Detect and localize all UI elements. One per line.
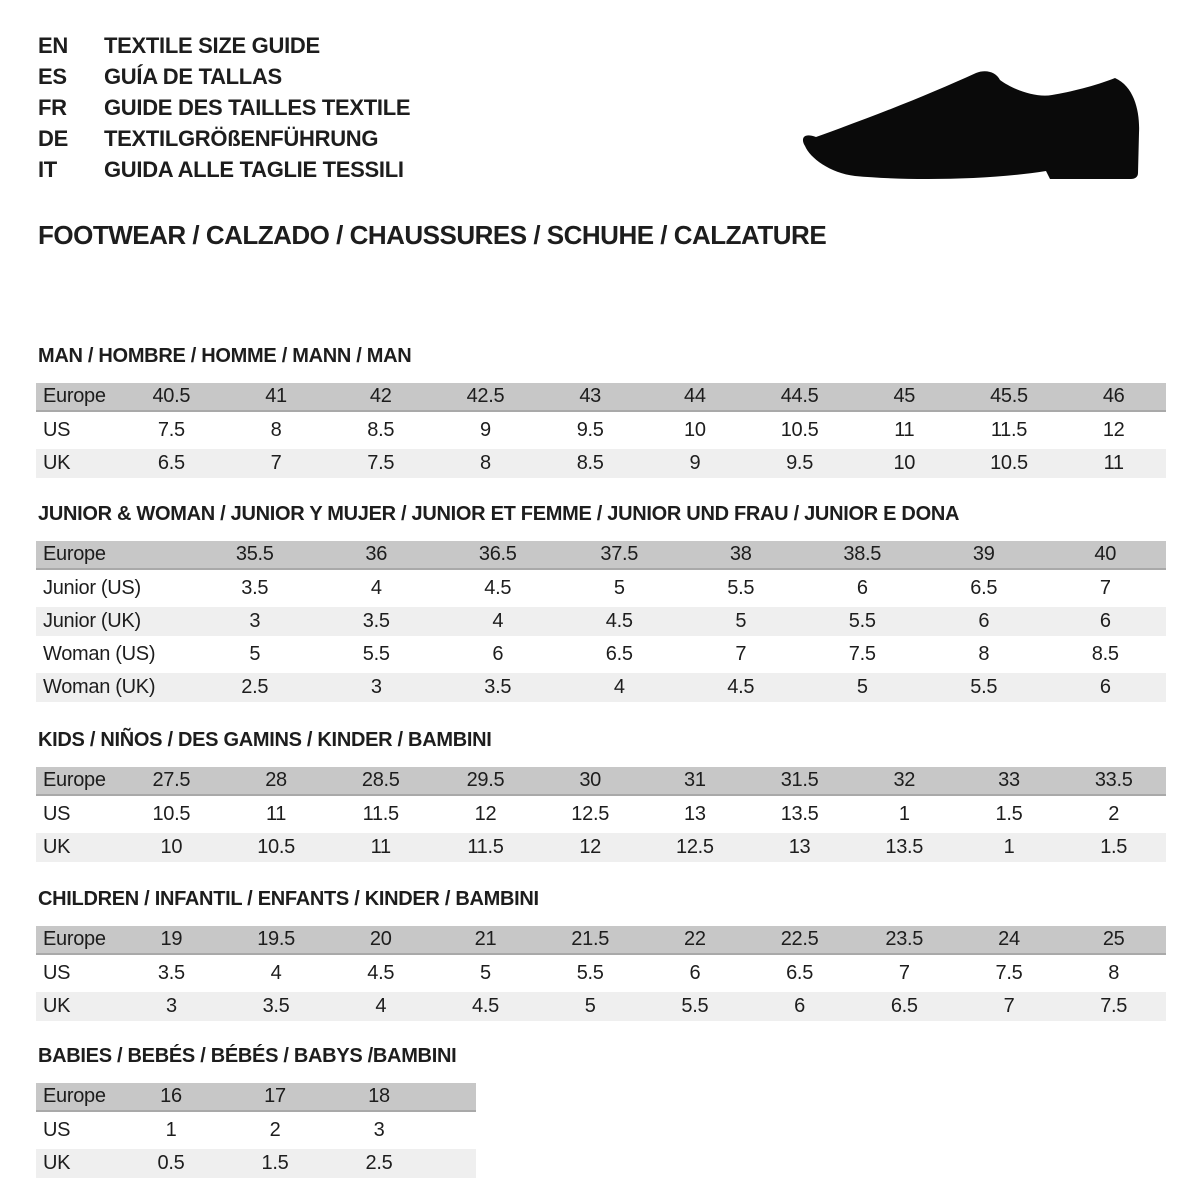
size-value: 41 — [265, 385, 287, 407]
language-title: GUÍA DE TALLAS — [104, 64, 282, 89]
size-value: 13.5 — [780, 803, 819, 825]
size-value: 12.5 — [676, 836, 714, 858]
size-value: 6.5 — [890, 995, 918, 1017]
size-value: 6 — [1099, 676, 1111, 698]
size-value: 28.5 — [361, 769, 400, 791]
size-value: 29.5 — [466, 769, 505, 791]
size-value: 3.5 — [262, 995, 290, 1017]
size-value: 45.5 — [990, 385, 1028, 407]
size-value: 2.5 — [241, 676, 269, 698]
row-label: Europe — [43, 928, 106, 950]
size-value: 36.5 — [478, 543, 517, 565]
section-title: MAN / HOMBRE / HOMME / MANN / MAN — [38, 345, 412, 367]
table-row — [36, 541, 1166, 570]
row-label: Europe — [43, 769, 106, 791]
row-label: US — [43, 803, 71, 825]
size-table — [36, 1083, 476, 1178]
size-value: 45 — [893, 385, 916, 407]
size-value: 8 — [1108, 962, 1120, 984]
size-value: 5.5 — [362, 643, 390, 665]
size-value: 5.5 — [727, 577, 755, 599]
size-value: 9 — [480, 419, 491, 441]
size-value: 18 — [368, 1085, 390, 1107]
section-children — [36, 887, 1166, 1025]
size-value: 11 — [894, 419, 915, 441]
size-value: 2 — [1108, 803, 1120, 825]
size-value: 5.5 — [970, 676, 998, 698]
section-title: JUNIOR & WOMAN / JUNIOR Y MUJER / JUNIOR ET FEMME / JUNIOR UND FRAU / JUNIOR E DONA — [38, 503, 960, 525]
size-table — [36, 541, 1166, 702]
size-value: 13 — [684, 803, 706, 825]
size-value: 11 — [370, 836, 391, 858]
size-value: 4 — [492, 610, 504, 632]
table-row — [36, 383, 1166, 412]
size-value: 6 — [492, 643, 504, 665]
row-label: Europe — [43, 1085, 106, 1107]
size-value: 3.5 — [157, 962, 185, 984]
size-value: 7.5 — [367, 452, 395, 474]
size-value: 16 — [160, 1085, 182, 1107]
size-value: 44 — [684, 385, 706, 407]
size-value: 3.5 — [241, 577, 269, 599]
size-value: 46 — [1102, 385, 1125, 407]
size-value: 13 — [788, 836, 811, 858]
size-value: 5.5 — [681, 995, 709, 1017]
size-value: 27.5 — [152, 769, 191, 791]
size-value: 4.5 — [367, 962, 395, 984]
table-row — [36, 833, 1166, 862]
size-value: 11.5 — [362, 803, 399, 825]
size-value: 6.5 — [605, 643, 633, 665]
size-value: 33 — [998, 769, 1020, 791]
size-value: 5 — [735, 610, 747, 632]
table-row — [36, 926, 1166, 955]
language-header — [38, 30, 410, 185]
section-babies — [36, 1044, 476, 1182]
table-row — [36, 992, 1166, 1021]
size-value: 7.5 — [1100, 995, 1128, 1017]
size-value: 1 — [1003, 836, 1015, 858]
size-value: 1 — [165, 1119, 177, 1141]
size-value: 7 — [735, 643, 747, 665]
size-value: 44.5 — [780, 385, 819, 407]
size-value: 22 — [684, 928, 706, 950]
size-value: 31.5 — [780, 769, 819, 791]
size-value: 6.5 — [786, 962, 814, 984]
size-value: 19.5 — [257, 928, 295, 950]
size-value: 4 — [270, 962, 282, 984]
language-row — [38, 123, 410, 154]
size-value: 2.5 — [365, 1152, 393, 1174]
size-table — [36, 383, 1166, 478]
size-value: 20 — [369, 928, 392, 950]
size-value: 37.5 — [600, 543, 639, 565]
row-label: UK — [43, 995, 71, 1017]
size-value: 10.5 — [780, 419, 819, 441]
size-value: 30 — [579, 769, 601, 791]
section-title: CHILDREN / INFANTIL / ENFANTS / KINDER / BAMBINI — [38, 888, 539, 910]
size-value: 7.5 — [995, 962, 1023, 984]
row-label: UK — [43, 836, 71, 858]
table-row — [36, 767, 1166, 796]
row-label: Junior (UK) — [43, 610, 141, 632]
size-value: 12 — [579, 836, 601, 858]
table-row — [36, 1083, 476, 1112]
row-label: US — [43, 1119, 71, 1141]
size-value: 5.5 — [848, 610, 876, 632]
row-label: Europe — [43, 543, 106, 565]
size-value: 23.5 — [885, 928, 924, 950]
size-value: 3 — [249, 610, 261, 632]
size-value: 38 — [729, 543, 752, 565]
row-label: Junior (US) — [43, 577, 141, 599]
size-value: 4.5 — [484, 577, 512, 599]
row-label: Europe — [43, 385, 106, 407]
table-row — [36, 673, 1166, 702]
size-value: 10 — [893, 452, 916, 474]
size-value: 42 — [369, 385, 392, 407]
size-value: 6 — [978, 610, 990, 632]
size-table — [36, 767, 1166, 862]
size-value: 6 — [856, 577, 868, 599]
size-value: 40 — [1094, 543, 1117, 565]
size-value: 3.5 — [362, 610, 390, 632]
language-code: IT — [38, 157, 57, 182]
table-row — [36, 607, 1166, 636]
language-row — [38, 61, 410, 92]
size-value: 3 — [165, 995, 177, 1017]
size-value: 5 — [856, 676, 868, 698]
size-value: 3 — [370, 676, 382, 698]
size-value: 21 — [474, 928, 497, 950]
row-label: US — [43, 419, 71, 441]
size-value: 9.5 — [576, 419, 604, 441]
table-row — [36, 1116, 476, 1145]
size-value: 22.5 — [780, 928, 819, 950]
size-value: 33.5 — [1094, 769, 1133, 791]
size-value: 5.5 — [576, 962, 604, 984]
table-row — [36, 574, 1166, 603]
size-value: 11.5 — [990, 419, 1028, 441]
language-row — [38, 30, 410, 61]
size-value: 35.5 — [235, 543, 274, 565]
size-value: 4 — [370, 577, 382, 599]
size-value: 17 — [264, 1085, 286, 1107]
size-value: 4.5 — [472, 995, 499, 1017]
size-table — [36, 926, 1166, 1021]
size-value: 4 — [613, 676, 625, 698]
size-value: 2 — [269, 1119, 281, 1141]
language-code: EN — [38, 33, 68, 58]
size-value: 10 — [160, 836, 183, 858]
size-value: 39 — [972, 543, 995, 565]
size-value: 3 — [373, 1119, 385, 1141]
size-value: 10.5 — [990, 452, 1028, 474]
language-title: GUIDE DES TAILLES TEXTILE — [104, 95, 411, 120]
size-value: 11 — [265, 803, 287, 825]
language-code: FR — [38, 95, 67, 120]
section-title: BABIES / BEBÉS / BÉBÉS / BABYS /BAMBINI — [38, 1045, 457, 1067]
table-row — [36, 800, 1166, 829]
size-value: 8.5 — [367, 419, 395, 441]
shoe-icon — [800, 58, 1140, 188]
size-value: 0.5 — [157, 1152, 185, 1174]
size-value: 36 — [365, 543, 388, 565]
size-value: 5 — [584, 995, 596, 1017]
size-value: 19 — [160, 928, 183, 950]
size-value: 8 — [270, 419, 282, 441]
size-value: 7 — [1099, 577, 1111, 599]
language-title: GUIDA ALLE TAGLIE TESSILI — [104, 157, 404, 182]
size-value: 6.5 — [157, 452, 185, 474]
size-value: 25 — [1102, 928, 1125, 950]
size-value: 7 — [270, 452, 282, 474]
size-value: 24 — [998, 928, 1020, 950]
size-value: 10 — [684, 419, 706, 441]
size-value: 40.5 — [152, 385, 191, 407]
size-value: 3.5 — [484, 676, 512, 698]
row-label: Woman (UK) — [43, 676, 156, 698]
size-value: 13.5 — [885, 836, 924, 858]
size-value: 5 — [613, 577, 625, 599]
language-title: TEXTILGRÖßENFÜHRUNG — [104, 126, 379, 151]
size-value: 1 — [898, 803, 910, 825]
size-value: 32 — [893, 769, 916, 791]
size-value: 7 — [898, 962, 910, 984]
row-label: US — [43, 962, 71, 984]
section-title: KIDS / NIÑOS / DES GAMINS / KINDER / BAMBINI — [38, 729, 492, 751]
table-row — [36, 449, 1166, 478]
size-value: 9 — [689, 452, 701, 474]
size-value: 4.5 — [605, 610, 633, 632]
section-kids — [36, 728, 1166, 866]
size-value: 7.5 — [848, 643, 876, 665]
category-heading: FOOTWEAR / CALZADO / CHAUSSURES / SCHUHE / CALZATURE — [38, 220, 827, 250]
size-value: 7.5 — [157, 419, 185, 441]
section-junior-woman — [36, 502, 1166, 706]
size-value: 1.5 — [1100, 836, 1128, 858]
size-value: 31 — [684, 769, 706, 791]
size-value: 43 — [579, 385, 601, 407]
size-value: 4.5 — [727, 676, 755, 698]
row-label: Woman (US) — [43, 643, 156, 665]
size-value: 11.5 — [467, 836, 504, 858]
size-value: 8 — [480, 452, 491, 474]
size-value: 1.5 — [261, 1152, 289, 1174]
table-row — [36, 1149, 476, 1178]
table-row — [36, 640, 1166, 669]
size-value: 42.5 — [466, 385, 505, 407]
size-value: 6.5 — [970, 577, 998, 599]
size-value: 7 — [1003, 995, 1015, 1017]
size-value: 28 — [265, 769, 287, 791]
table-row — [36, 416, 1166, 445]
size-value: 6 — [689, 962, 701, 984]
size-value: 11 — [1103, 452, 1124, 474]
row-label: UK — [43, 452, 71, 474]
size-value: 12.5 — [571, 803, 610, 825]
language-row — [38, 92, 410, 123]
size-value: 12 — [1102, 419, 1125, 441]
size-value: 6 — [794, 995, 805, 1017]
size-value: 38.5 — [843, 543, 882, 565]
size-value: 10.5 — [152, 803, 191, 825]
table-row — [36, 959, 1166, 988]
section-man — [36, 344, 1166, 482]
size-value: 8.5 — [1091, 643, 1119, 665]
language-code: ES — [38, 64, 67, 89]
language-title: TEXTILE SIZE GUIDE — [104, 33, 320, 58]
size-value: 1.5 — [995, 803, 1023, 825]
size-value: 4 — [375, 995, 387, 1017]
size-value: 12 — [474, 803, 497, 825]
size-value: 9.5 — [786, 452, 814, 474]
language-code: DE — [38, 126, 68, 151]
size-value: 10.5 — [257, 836, 295, 858]
row-label: UK — [43, 1152, 71, 1174]
size-value: 8 — [978, 643, 990, 665]
size-value: 21.5 — [571, 928, 610, 950]
size-value: 5 — [480, 962, 491, 984]
size-value: 8.5 — [576, 452, 604, 474]
language-row — [38, 154, 410, 185]
size-value: 5 — [249, 643, 261, 665]
size-value: 6 — [1099, 610, 1111, 632]
